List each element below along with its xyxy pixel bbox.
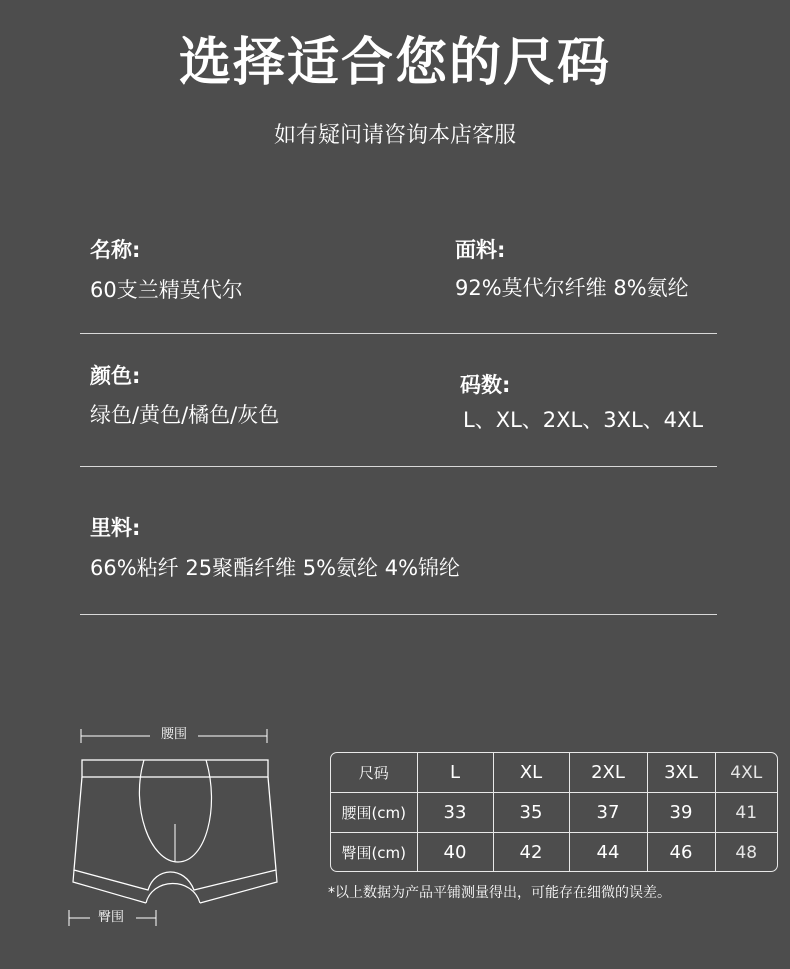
waist-dimension-label: 腰围 xyxy=(161,727,188,742)
underwear-diagram xyxy=(60,722,290,942)
table-header-cell: 3XL xyxy=(647,753,715,793)
name-value: 60支兰精莫代尔 xyxy=(90,278,243,302)
hip-dimension-label: 臀围 xyxy=(98,910,125,925)
table-header-cell: 尺码 xyxy=(331,753,417,793)
size-table xyxy=(330,752,778,872)
divider xyxy=(80,333,717,334)
sizes-label: 码数: xyxy=(460,373,511,397)
divider xyxy=(80,466,717,467)
table-cell: 40 xyxy=(417,833,493,873)
table-cell: 33 xyxy=(417,793,493,833)
table-cell: 46 xyxy=(647,833,715,873)
table-cell: 39 xyxy=(647,793,715,833)
lining-value: 66%粘纤 25聚酯纤维 5%氨纶 4%锦纶 xyxy=(90,556,461,580)
fabric-value: 92%莫代尔纤维 8%氨纶 xyxy=(455,276,689,300)
fabric-label: 面料: xyxy=(455,238,506,262)
page-subtitle: 如有疑问请咨询本店客服 xyxy=(273,123,516,148)
table-row-label: 腰围(cm) xyxy=(331,793,417,833)
color-value: 绿色/黄色/橘色/灰色 xyxy=(90,403,280,427)
table-header-cell: L xyxy=(417,753,493,793)
table-cell: 42 xyxy=(493,833,569,873)
name-label: 名称: xyxy=(90,238,141,262)
table-row xyxy=(331,833,777,873)
table-header-cell: 4XL xyxy=(715,753,777,793)
color-label: 颜色: xyxy=(90,364,141,388)
table-cell: 37 xyxy=(569,793,647,833)
table-cell: 44 xyxy=(569,833,647,873)
table-header-cell: XL xyxy=(493,753,569,793)
table-row-label: 臀围(cm) xyxy=(331,833,417,873)
sizes-value: L、XL、2XL、3XL、4XL xyxy=(463,408,704,432)
lining-label: 里料: xyxy=(90,516,141,540)
table-header-cell: 2XL xyxy=(569,753,647,793)
page-title: 选择适合您的尺码 xyxy=(178,33,611,93)
table-header-row xyxy=(331,753,777,793)
table-cell: 48 xyxy=(735,842,758,863)
table-cell: 41 xyxy=(715,793,777,833)
table-row xyxy=(331,793,777,833)
measurement-note: *以上数据为产品平铺测量得出，可能存在细微的误差。 xyxy=(328,885,671,901)
divider xyxy=(80,614,717,615)
table-cell: 35 xyxy=(493,793,569,833)
